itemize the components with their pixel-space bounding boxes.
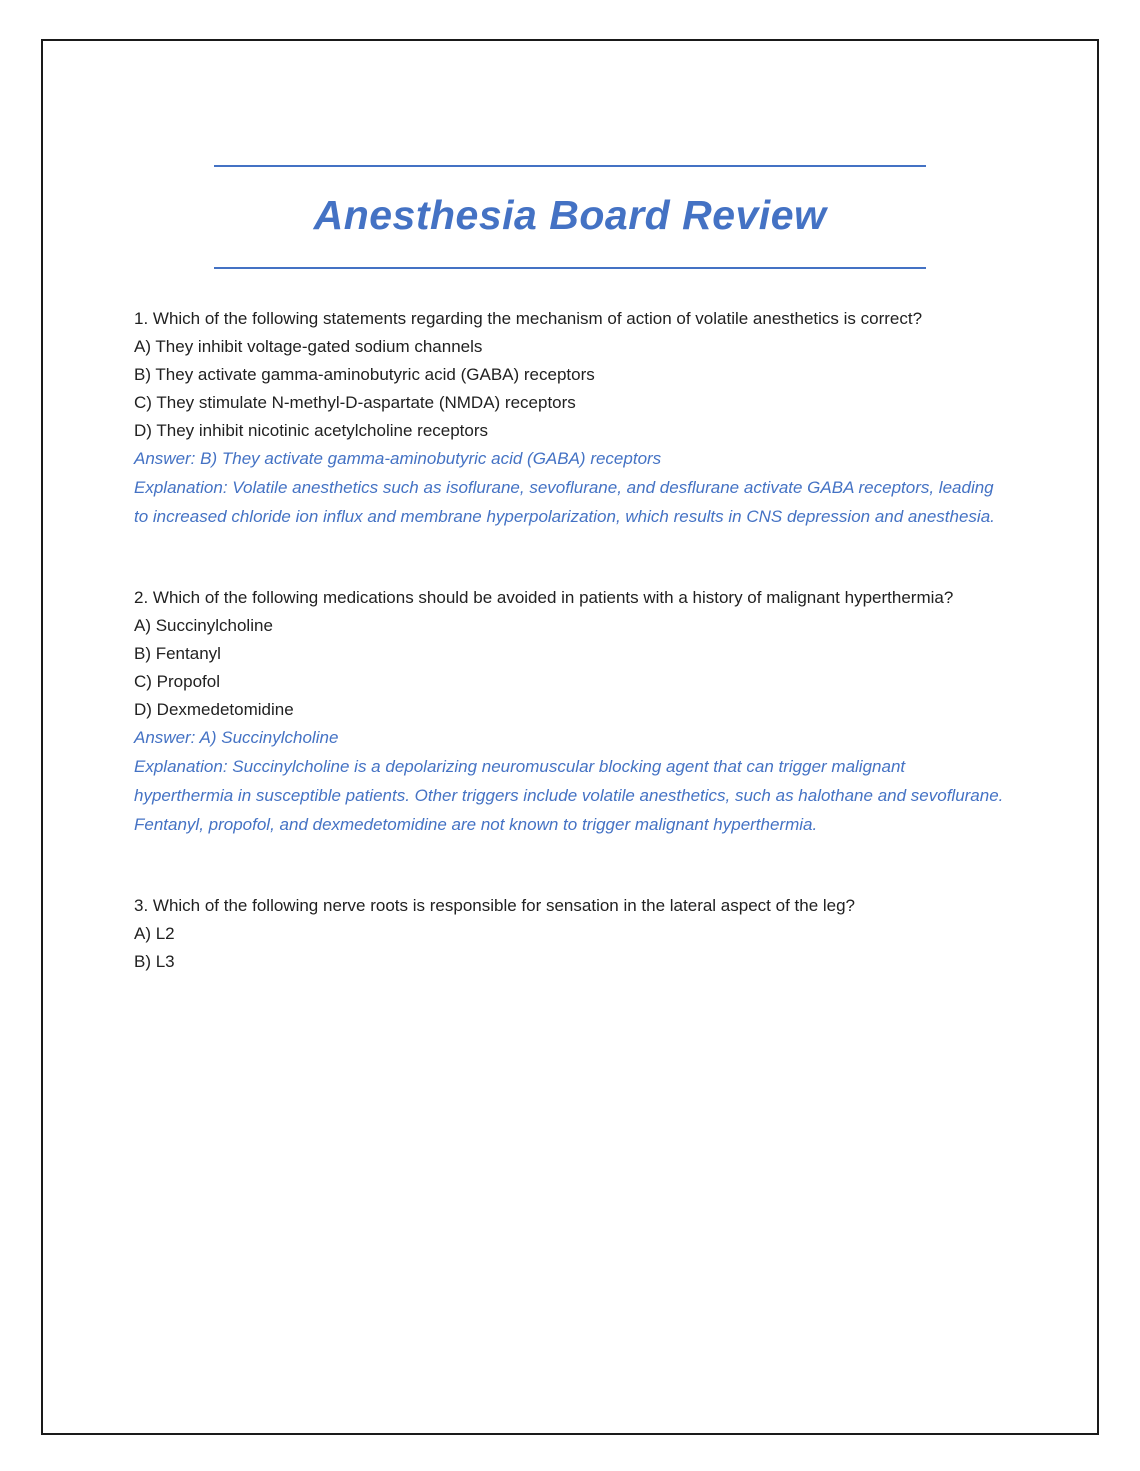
question-2-text: 2. Which of the following medications should be avoided in patients with a history of malignant hyperthermia? <box>134 588 954 607</box>
question-3-option-b: B) L3 <box>134 952 175 971</box>
question-2-option-c: C) Propofol <box>134 672 220 691</box>
question-3-text: 3. Which of the following nerve roots is responsible for sensation in the lateral aspect of the leg? <box>134 896 856 915</box>
question-1-answer: Answer: B) They activate gamma-aminobutyric acid (GABA) receptors <box>134 449 662 468</box>
document-body <box>134 305 1004 976</box>
question-1-option-d: D) They inhibit nicotinic acetylcholine receptors <box>134 421 489 440</box>
question-1-option-b: B) They activate gamma-aminobutyric acid (GABA) receptors <box>134 365 595 384</box>
question-1-explanation: Explanation: Volatile anesthetics such as isoflurane, sevoflurane, and desflurane activate GABA receptors, leading to increased chloride ion influx and membrane hyperpolarization, which results in CNS depression and anesthesia. <box>134 478 995 526</box>
question-2-option-a: A) Succinylcholine <box>134 616 273 635</box>
document-page <box>41 39 1099 1435</box>
question-2-explanation: Explanation: Succinylcholine is a depolarizing neuromuscular blocking agent that can trigger malignant hyperthermia in susceptible patients. Other triggers include volatile anesthetics, such as halothane and sevoflurane. Fentanyl, propofol, and dexmedetomidine are not known to trigger malignant hyperthermia. <box>134 757 1004 834</box>
question-1-option-c: C) They stimulate N-methyl-D-aspartate (NMDA) receptors <box>134 393 576 412</box>
title-block <box>214 165 926 269</box>
question-2-option-d: D) Dexmedetomidine <box>134 700 294 719</box>
question-1-option-a: A) They inhibit voltage-gated sodium channels <box>134 337 483 356</box>
page-title: Anesthesia Board Review <box>313 192 827 238</box>
question-1-text: 1. Which of the following statements regarding the mechanism of action of volatile anesthetics is correct? <box>134 309 923 328</box>
question-2-option-b: B) Fentanyl <box>134 644 221 663</box>
question-2-answer: Answer: A) Succinylcholine <box>134 728 339 747</box>
question-3-option-a: A) L2 <box>134 924 175 943</box>
